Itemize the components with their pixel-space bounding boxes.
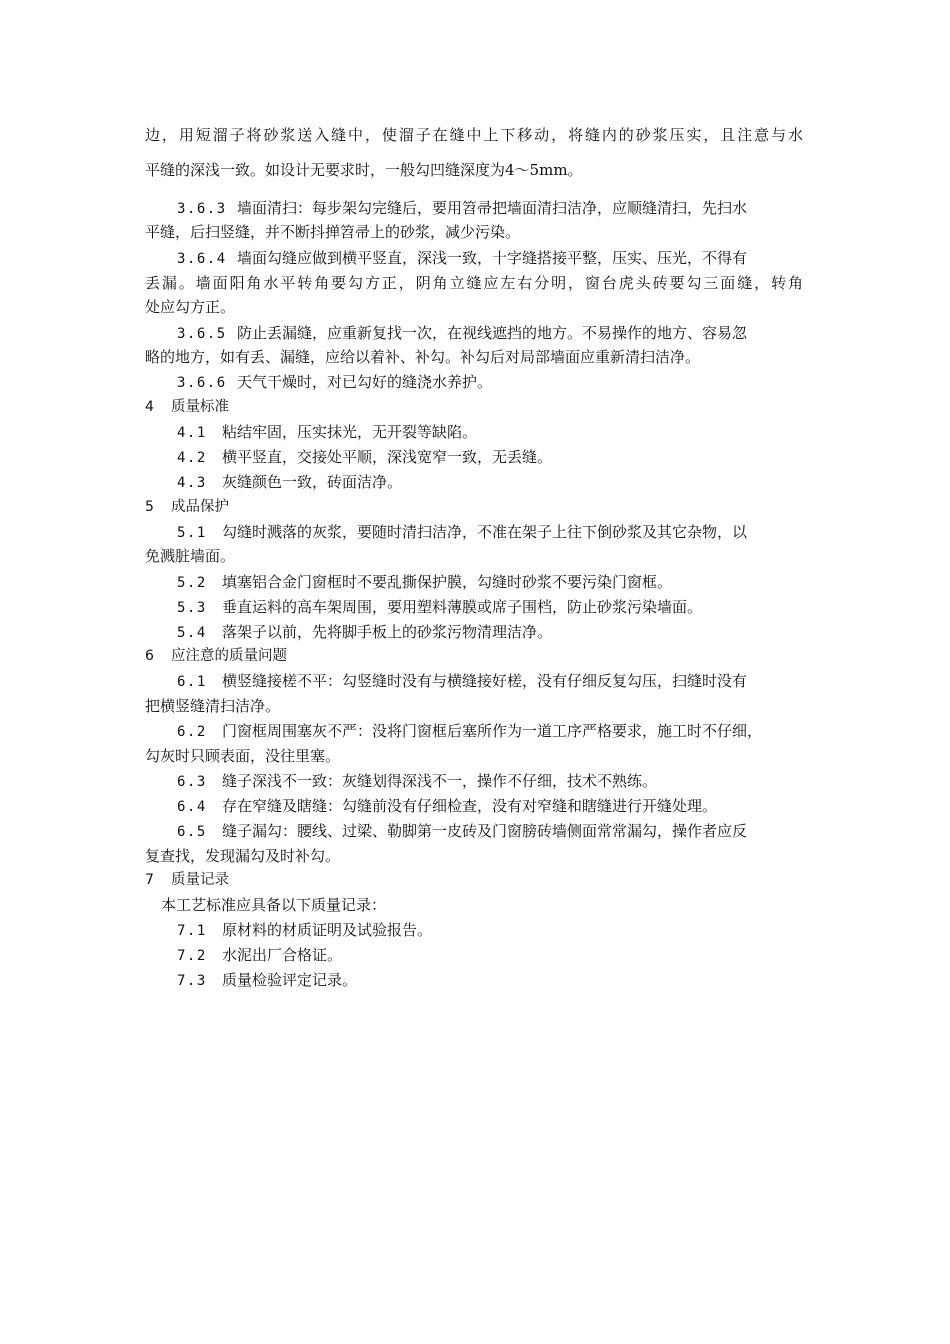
clause-6-5 <box>177 821 803 841</box>
clause-7-3 <box>177 970 357 990</box>
section-number: 6 <box>145 648 154 664</box>
clause-number: 7.1 <box>177 923 207 939</box>
clause-4-3 <box>177 472 402 492</box>
clause-3-6-6 <box>177 372 492 392</box>
clause-number: 5.3 <box>177 600 207 616</box>
paragraph-line: 把横竖缝清扫洁净。 <box>145 697 281 715</box>
clause-7-1 <box>177 920 432 940</box>
clause-text: 水泥出厂合格证。 <box>222 946 343 964</box>
clause-text: 垂直运料的高车架周围，要用塑料薄膜或席子围档，防止砂浆污染墙面。 <box>222 598 703 616</box>
clause-3-6-4 <box>177 248 803 268</box>
clause-5-2 <box>177 572 672 592</box>
section-heading-4 <box>145 397 229 417</box>
clause-number: 6.4 <box>177 799 207 815</box>
clause-number: 7.2 <box>177 948 207 964</box>
paragraph-line: 免溅脏墙面。 <box>145 547 236 565</box>
clause-number: 5.4 <box>177 625 207 641</box>
clause-7-2 <box>177 945 342 965</box>
clause-text: 横竖缝接槎不平：勾竖缝时没有与横缝接好槎，没有仔细反复勾压，扫缝时没有 <box>222 672 748 690</box>
section-title: 质量记录 <box>171 872 229 888</box>
clause-6-1 <box>177 671 803 691</box>
clause-text: 缝子漏勾：腰线、过梁、勒脚第一皮砖及门窗膀砖墙侧面常常漏勾，操作者应反 <box>222 822 748 840</box>
clause-5-1 <box>177 522 803 542</box>
clause-5-4 <box>177 622 552 642</box>
paragraph-line: 平缝的深浅一致。如设计无要求时，一般勾凹缝深度为4～5mm。 <box>145 161 583 179</box>
clause-number: 3.6.5 <box>177 326 227 342</box>
clause-number: 6.5 <box>177 824 207 840</box>
clause-number: 7.3 <box>177 973 207 989</box>
clause-number: 4.3 <box>177 475 207 491</box>
clause-text: 原材料的材质证明及试验报告。 <box>222 921 433 939</box>
clause-text: 勾缝时溅落的灰浆，要随时清扫洁净，不准在架子上往下倒砂浆及其它杂物，以 <box>222 523 748 541</box>
section-number: 4 <box>145 399 154 415</box>
clause-number: 3.6.4 <box>177 251 227 267</box>
clause-text: 质量检验评定记录。 <box>222 971 358 989</box>
clause-3-6-5 <box>177 323 803 343</box>
section-title: 成品保护 <box>171 499 229 515</box>
section-intro: 本工艺标准应具备以下质量记录： <box>161 896 387 914</box>
clause-text: 墙面清扫：每步架勾完缝后，要用笤帚把墙面清扫洁净，应顺缝清扫，先扫水 <box>237 199 748 217</box>
section-title: 质量标准 <box>171 399 229 415</box>
clause-text: 天气干燥时，对已勾好的缝浇水养护。 <box>237 373 493 391</box>
clause-text: 横平竖直，交接处平顺，深浅宽窄一致，无丢缝。 <box>222 448 553 466</box>
paragraph-line: 平缝，后扫竖缝，并不断抖掸笤帚上的砂浆，减少污染。 <box>145 223 521 241</box>
section-heading-6 <box>145 646 287 666</box>
section-heading-5 <box>145 497 229 517</box>
clause-text: 落架子以前，先将脚手板上的砂浆污物清理洁净。 <box>222 623 553 641</box>
paragraph-line: 边，用短溜子将砂浆送入缝中，使溜子在缝中上下移动，将缝内的砂浆压实，且注意与水 <box>145 126 803 144</box>
clause-number: 6.1 <box>177 674 207 690</box>
clause-3-6-3 <box>177 198 803 218</box>
paragraph-line: 勾灰时只顾表面，没往里塞。 <box>145 747 341 765</box>
section-title: 应注意的质量问题 <box>171 648 287 664</box>
clause-text: 粘结牢固，压实抹光，无开裂等缺陷。 <box>222 423 478 441</box>
clause-6-2 <box>177 721 817 741</box>
clause-number: 5.2 <box>177 575 207 591</box>
clause-number: 4.2 <box>177 450 207 466</box>
clause-number: 5.1 <box>177 525 207 541</box>
clause-number: 3.6.3 <box>177 201 227 217</box>
clause-5-3 <box>177 597 702 617</box>
clause-6-4 <box>177 796 717 816</box>
paragraph-line: 略的地方，如有丢、漏缝，应给以着补、补勾。补勾后对局部墙面应重新清扫洁净。 <box>145 348 701 366</box>
clause-text: 填塞铝合金门窗框时不要乱撕保护膜，勾缝时砂浆不要污染门窗框。 <box>222 573 673 591</box>
paragraph-line: 处应勾方正。 <box>145 298 236 316</box>
clause-text: 灰缝颜色一致，砖面洁净。 <box>222 473 403 491</box>
paragraph-line: 丢漏。墙面阳角水平转角要勾方正，阴角立缝应左右分明，窗台虎头砖要勾三面缝，转角 <box>145 274 803 292</box>
clause-number: 6.3 <box>177 774 207 790</box>
clause-number: 3.6.6 <box>177 375 227 391</box>
clause-number: 6.2 <box>177 724 207 740</box>
clause-text: 防止丢漏缝，应重新复找一次，在视线遮挡的地方。不易操作的地方、容易忽 <box>237 324 748 342</box>
clause-6-3 <box>177 771 657 791</box>
clause-4-1 <box>177 422 477 442</box>
clause-text: 缝子深浅不一致：灰缝划得深浅不一，操作不仔细，技术不熟练。 <box>222 772 658 790</box>
section-heading-7 <box>145 870 229 890</box>
clause-text: 墙面勾缝应做到横平竖直，深浅一致，十字缝搭接平整，压实、压光，不得有 <box>237 249 748 267</box>
clause-4-2 <box>177 447 552 467</box>
paragraph-line: 复查找，发现漏勾及时补勾。 <box>145 847 341 865</box>
section-number: 5 <box>145 499 154 515</box>
clause-text: 门窗框周围塞灰不严：没将门窗框后塞所作为一道工序严格要求，施工时不仔细， <box>222 722 763 740</box>
clause-number: 4.1 <box>177 425 207 441</box>
clause-text: 存在窄缝及瞎缝：勾缝前没有仔细检查，没有对窄缝和瞎缝进行开缝处理。 <box>222 797 718 815</box>
section-number: 7 <box>145 872 154 888</box>
